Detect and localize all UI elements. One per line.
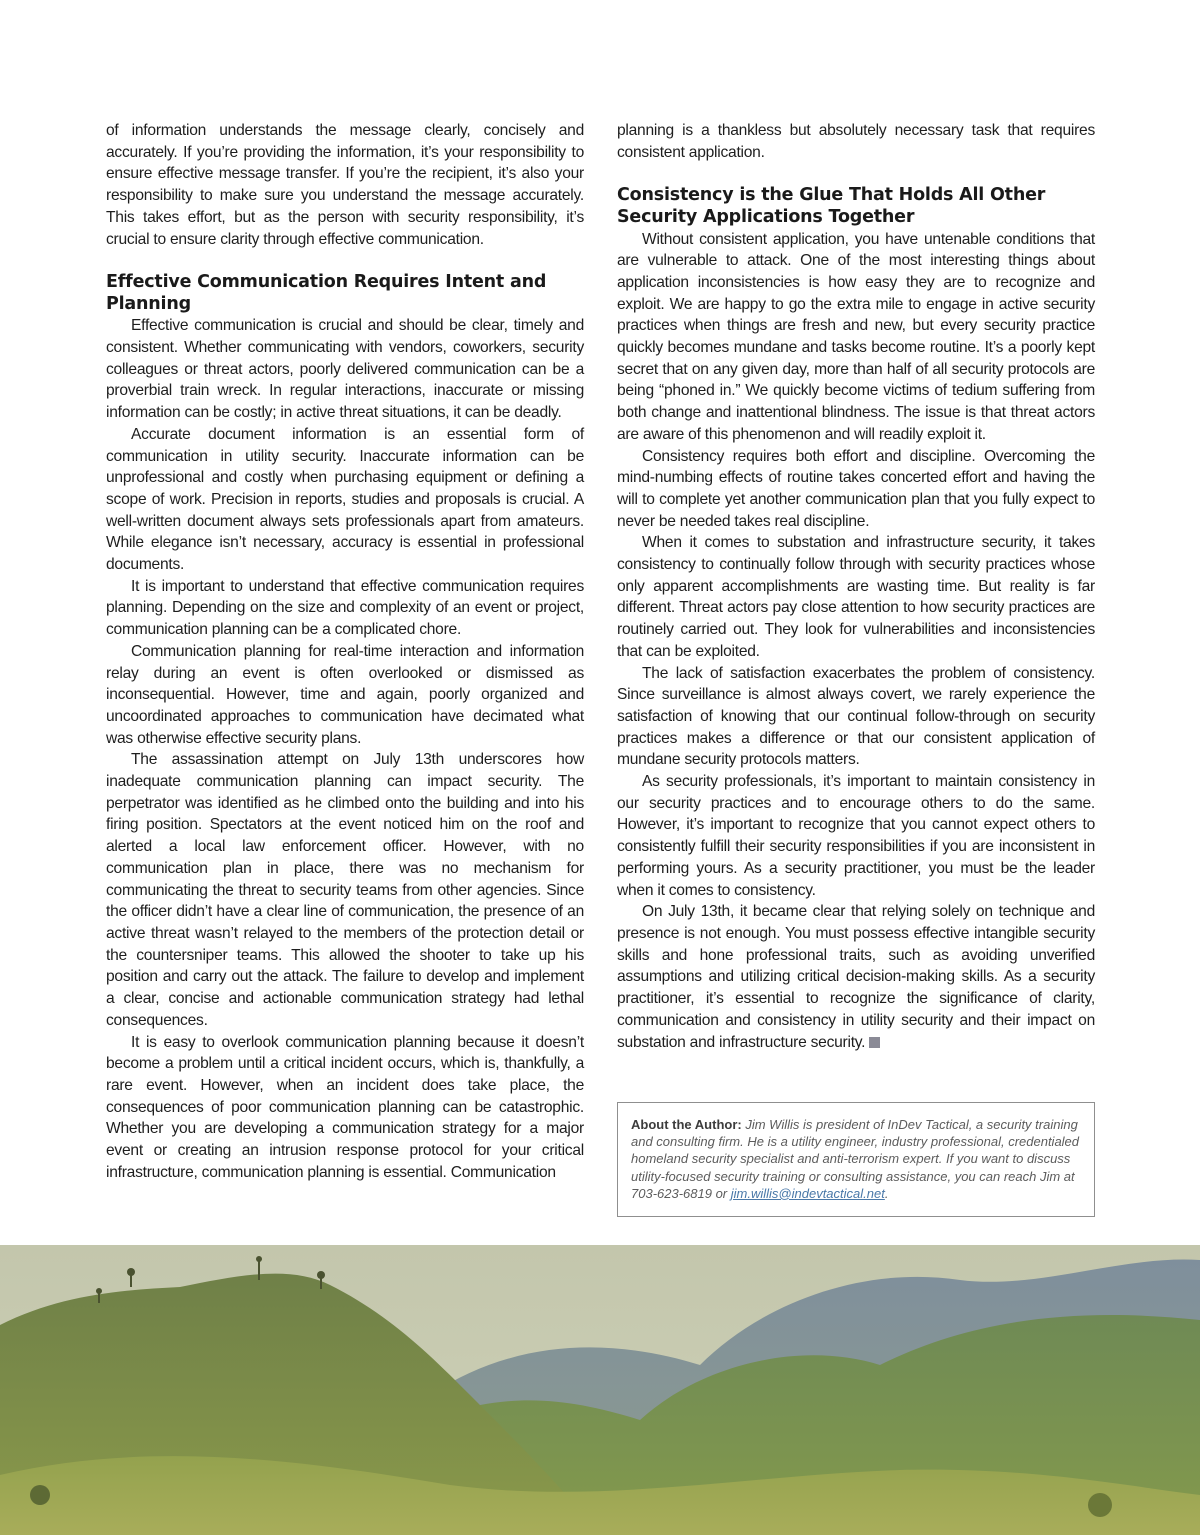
paragraph: When it comes to substation and infrastructure security, it takes consistency to continually follow through with security practices whose only apparent accomplishments are wasting time. But reality is far different. Threat actors pay close attention to how security practices are routinely carried out. They look for vulnerabilities and inconsistencies that can be exploited. — [617, 534, 1095, 660]
paragraph-final-text: On July 13th, it became clear that relying solely on technique and presence is not enough. You must possess effective intangible security skills and hone professional traits, such as avoiding unverified assumptions and utilizing critical decision-making skills. As a security practitioner, it’s essential to recognize the significance of clarity, communication and consistency in utility security and their impact on substation and infrastructure security. — [617, 903, 1095, 1051]
paragraph: The lack of satisfaction exacerbates the problem of consistency. Since surveillance is almost always covert, we rarely experience the satisfaction of knowing that our continual follow-through on security practices makes a difference or that our consistent application of mundane security protocols matters. — [617, 664, 1095, 769]
paragraph: Accurate document information is an essential form of communication in utility security. Inaccurate information can be unprofessional and costly when purchasing equipment or defining a scope of work. Precision in reports, studies and proposals is crucial. A well-written document always sets professionals apart from amateurs. While elegance isn’t necessary, accuracy is essential in professional documents. — [106, 425, 584, 574]
author-box-lead: About the Author: — [631, 1117, 742, 1132]
article-column-right — [617, 120, 1095, 1053]
about-the-author-box — [617, 1102, 1095, 1217]
author-bio: Jim Willis is president of InDev Tactical, a security training and consulting firm. He is a utility engineer, industry professional, credentialed homeland security specialist and anti-terrorism expert. If you want to discuss utility-focused security training or consulting assistance, you can reach Jim at 703-623-6819 or — [631, 1117, 1080, 1201]
paragraph: Consistency requires both effort and discipline. Overcoming the mind-numbing effects of routine takes concerted effort and having the will to complete yet another communication plan that you fully expect to never be needed takes real discipline. — [617, 447, 1095, 530]
section-heading-consistency: Consistency is the Glue That Holds All Other Security Applications Together — [617, 185, 1046, 227]
paragraph: It is important to understand that effective communication requires planning. Depending on the size and complexity of an event or project, communication planning can be a complicated chore. — [106, 577, 584, 639]
article-column-left — [106, 120, 584, 1183]
paragraph: The assassination attempt on July 13th underscores how inadequate communication planning can impact security. The perpetrator was identified as he climbed onto the building and into his firing position. Spectators at the event noticed him on the roof and alerted a local law enforcement officer. However, with no communication plan in place, there was no mechanism for communicating the threat to security teams from other agencies. Since the officer didn’t have a clear line of communication, the presence of an active threat wasn’t relayed to the members of the protection detail or the countersniper teams. This allowed the shooter to take up his position and carry out the attack. The failure to develop and implement a clear, concise and actionable communication strategy had lethal consequences. — [106, 751, 584, 1029]
paragraph: As security professionals, it’s important to maintain consistency in our security practices and to encourage others to do the same. However, it’s important to recognize that you cannot expect others to consistently fulfill their security responsibilities if you are inconsistent in performing yours. As a security practitioner, you must be the leader when it comes to consistency. — [617, 773, 1095, 899]
paragraph-continued: of information understands the message clearly, concisely and accurately. If you’re providing the information, it’s your responsibility to ensure effective message transfer. If you’re the recipient, it’s also your responsibility to make sure you understand the message accurately. This takes effort, but as the person with security responsibility, it’s crucial to ensure clarity through effective communication. — [106, 122, 584, 248]
landscape-hills-photo — [0, 1245, 1200, 1535]
paragraph-continued: planning is a thankless but absolutely necessary task that requires consistent application. — [617, 122, 1095, 161]
paragraph: Without consistent application, you have untenable conditions that are vulnerable to attack. One of the most interesting things about application inconsistencies is how easy they are to recognize and exploit. We are happy to go the extra mile to engage in active security practices when things are fresh and new, but every security practice quickly becomes mundane and tasks become routine. It’s a poorly kept secret that on any given day, more than half of all security protocols are being “phoned in.” We quickly become victims of tedium suffering from both change and inattentional blindness. The issue is that threat actors are aware of this phenomenon and will readily exploit it. — [617, 230, 1095, 443]
paragraph-final — [617, 901, 1095, 1053]
paragraph: Communication planning for real-time interaction and information relay during an event is often overlooked or dismissed as inconsequential. However, time and again, poorly organized and uncoordinated approaches to communication have decimated what was otherwise effective security plans. — [106, 642, 584, 747]
end-of-article-mark-icon — [869, 1037, 880, 1048]
section-heading-effective-communication: Effective Communication Requires Intent and Planning — [106, 271, 547, 314]
paragraph: Effective communication is crucial and should be clear, timely and consistent. Whether communicating with vendors, coworkers, security colleagues or threat actors, poorly delivered communication can be a proverbial train wreck. In regular interactions, inaccurate or missing information can be costly; in active threat situations, it can be deadly. — [106, 317, 584, 422]
paragraph: It is easy to overlook communication planning because it doesn’t become a problem until a critical incident occurs, which is, thankfully, a rare event. However, when an incident does take place, the consequences of poor communication planning can be catastrophic. Whether you are developing a communication strategy for a major event or creating an intrusion response protocol for your critical infrastructure, communication planning is essential. Communication — [106, 1033, 584, 1181]
author-email-link[interactable]: jim.willis@indevtactical.net — [730, 1185, 885, 1201]
author-box-end: . — [884, 1185, 889, 1201]
